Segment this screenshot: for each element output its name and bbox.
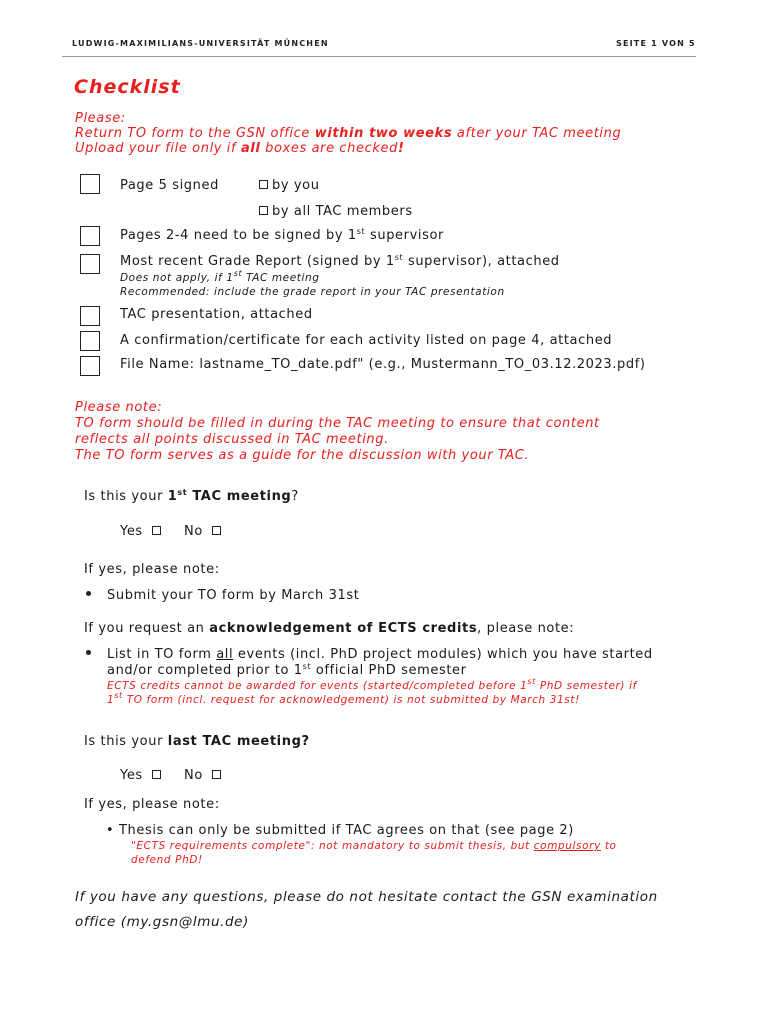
first-meeting-q-sup: st bbox=[177, 488, 188, 497]
grade-sup: st bbox=[394, 253, 404, 262]
ects-b1-c: events (incl. PhD project modules) which you have started bbox=[233, 647, 653, 662]
note-line-2: reflects all points discussed in TAC meeting. bbox=[75, 432, 389, 447]
intro-line-1-emphasis: within two weeks bbox=[314, 126, 453, 141]
intro-line-2-emphasis: all bbox=[240, 141, 261, 156]
first-meeting-q-a: Is this your bbox=[84, 489, 168, 504]
ects-question bbox=[84, 621, 574, 636]
first-meeting-no-option[interactable] bbox=[184, 524, 225, 539]
pages-2-4-label bbox=[120, 228, 444, 243]
last-meeting-if-yes: If yes, please note: bbox=[84, 797, 220, 812]
ects-r2-a: 1 bbox=[107, 694, 115, 706]
last-meeting-warning-line-1 bbox=[131, 840, 617, 852]
first-no-checkbox[interactable] bbox=[212, 526, 221, 535]
by-you-option[interactable] bbox=[259, 178, 320, 193]
header-university: LUDWIG-MAXIMILIANS-UNIVERSITÄT MÜNCHEN bbox=[72, 39, 329, 48]
grade-note-1 bbox=[120, 269, 320, 284]
grade-note-1-sup: st bbox=[233, 269, 243, 278]
intro-line-1-a: Return TO form to the GSN office bbox=[75, 126, 315, 141]
grade-report-label bbox=[120, 254, 560, 269]
intro-please: Please: bbox=[75, 111, 126, 126]
last-meeting-q-a: Is this your bbox=[84, 734, 168, 749]
last-meeting-q-b: last TAC meeting? bbox=[167, 734, 310, 749]
checkbox-file-name[interactable] bbox=[80, 356, 100, 376]
intro-line-2-a: Upload your file only if bbox=[75, 141, 241, 156]
last-meeting-no-option[interactable] bbox=[184, 768, 225, 783]
note-line-1: TO form should be filled in during the TAC meeting to ensure that content bbox=[75, 416, 600, 431]
ects-r2-b: TO form (incl. request for acknowledgement) is not submitted by March 31st! bbox=[122, 694, 580, 706]
intro-line-2 bbox=[75, 141, 404, 156]
ects-r1-b: PhD semester) if bbox=[535, 680, 637, 692]
last-yes-label: Yes bbox=[120, 768, 143, 783]
intro-line-2-exclaim: ! bbox=[397, 141, 405, 156]
last-no-label: No bbox=[184, 768, 203, 783]
by-you-label: by you bbox=[272, 178, 320, 193]
by-you-checkbox[interactable] bbox=[259, 180, 268, 189]
first-meeting-bullet-text: Submit your TO form by March 31st bbox=[107, 588, 360, 603]
by-all-option[interactable] bbox=[259, 204, 413, 219]
by-all-checkbox[interactable] bbox=[259, 206, 268, 215]
first-meeting-q-d: ? bbox=[291, 489, 299, 504]
ects-b1-underlined: all bbox=[216, 647, 234, 662]
ects-bullet-line-2 bbox=[107, 663, 467, 678]
ects-r1-a: ECTS credits cannot be awarded for events (started/completed before 1 bbox=[107, 680, 528, 692]
page-title: Checklist bbox=[74, 76, 181, 98]
ects-r1-sup: st bbox=[527, 677, 536, 686]
grade-note-1-b: TAC meeting bbox=[242, 272, 320, 284]
footer-line-2: office (my.gsn@lmu.de) bbox=[75, 914, 249, 930]
ects-b1-a: List in TO form bbox=[107, 647, 217, 662]
by-all-label: by all TAC members bbox=[272, 204, 413, 219]
last-meeting-yes-option[interactable] bbox=[120, 768, 165, 783]
last-r1-underlined: compulsory bbox=[533, 840, 601, 852]
footer-line-1: If you have any questions, please do not hesitate contact the GSN examination bbox=[75, 889, 658, 905]
ects-r2-sup: st bbox=[114, 691, 123, 700]
first-meeting-if-yes: If yes, please note: bbox=[84, 562, 220, 577]
pages-2-4-sup: st bbox=[356, 227, 366, 236]
tac-presentation-label: TAC presentation, attached bbox=[120, 307, 313, 322]
ects-b2-sup: st bbox=[302, 662, 312, 671]
ects-q-c: , please note: bbox=[477, 621, 575, 636]
last-meeting-warning-line-2: defend PhD! bbox=[131, 854, 203, 866]
ects-b2-b: official PhD semester bbox=[311, 663, 467, 678]
pages-2-4-text-a: Pages 2-4 need to be signed by 1 bbox=[120, 228, 357, 243]
intro-line-1-c: after your TAC meeting bbox=[452, 126, 622, 141]
ects-warning-line-1 bbox=[107, 677, 637, 692]
page5-signed-label: Page 5 signed bbox=[120, 178, 219, 193]
ects-b2-a: and/or completed prior to 1 bbox=[107, 663, 303, 678]
checkbox-tac-presentation[interactable] bbox=[80, 306, 100, 326]
grade-text-b: supervisor), attached bbox=[403, 254, 560, 269]
last-no-checkbox[interactable] bbox=[212, 770, 221, 779]
last-r1-c: to bbox=[600, 840, 617, 852]
file-name-label: File Name: lastname_TO_date.pdf" (e.g., Mustermann_TO_03.12.2023.pdf) bbox=[120, 357, 646, 372]
last-yes-checkbox[interactable] bbox=[152, 770, 161, 779]
first-yes-checkbox[interactable] bbox=[152, 526, 161, 535]
checkbox-page5-signed[interactable] bbox=[80, 174, 100, 194]
last-meeting-bullet: • Thesis can only be submitted if TAC agrees on that (see page 2) bbox=[106, 823, 574, 838]
intro-line-2-c: boxes are checked bbox=[260, 141, 398, 156]
ects-warning-line-2 bbox=[107, 691, 580, 706]
grade-note-2: Recommended: include the grade report in your TAC presentation bbox=[120, 286, 505, 298]
first-no-label: No bbox=[184, 524, 203, 539]
first-meeting-bullet bbox=[86, 588, 359, 603]
header-divider bbox=[62, 56, 696, 57]
last-meeting-question bbox=[84, 734, 310, 749]
bullet-dot bbox=[86, 650, 91, 655]
last-r1-a: "ECTS requirements complete": not mandatory to submit thesis, but bbox=[131, 840, 534, 852]
ects-q-a: If you request an bbox=[84, 621, 210, 636]
ects-bullet-line-1 bbox=[86, 647, 653, 662]
first-meeting-q-b: 1 bbox=[167, 489, 178, 504]
bullet-dot bbox=[86, 591, 91, 596]
ects-q-b: acknowledgement of ECTS credits bbox=[209, 621, 478, 636]
first-meeting-question bbox=[84, 489, 299, 504]
note-line-3: The TO form serves as a guide for the discussion with your TAC. bbox=[75, 448, 530, 463]
checkbox-grade-report[interactable] bbox=[80, 254, 100, 274]
grade-note-1-a: Does not apply, if 1 bbox=[120, 272, 234, 284]
confirmation-label: A confirmation/certificate for each activity listed on page 4, attached bbox=[120, 333, 613, 348]
pages-2-4-text-b: supervisor bbox=[365, 228, 444, 243]
grade-text-a: Most recent Grade Report (signed by 1 bbox=[120, 254, 395, 269]
note-title: Please note: bbox=[75, 400, 163, 415]
first-meeting-q-c: TAC meeting bbox=[187, 489, 292, 504]
header-page-number: SEITE 1 VON 5 bbox=[616, 39, 696, 48]
intro-line-1 bbox=[75, 126, 621, 141]
checkbox-confirmation[interactable] bbox=[80, 331, 100, 351]
first-yes-label: Yes bbox=[120, 524, 143, 539]
checkbox-pages-2-4[interactable] bbox=[80, 226, 100, 246]
first-meeting-yes-option[interactable] bbox=[120, 524, 165, 539]
